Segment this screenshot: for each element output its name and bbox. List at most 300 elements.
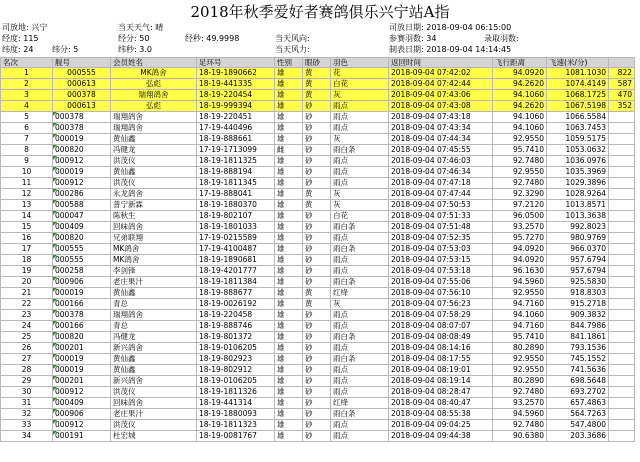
cell-member-id: 000912	[53, 178, 111, 189]
cell-speed: 1013.8571	[547, 200, 609, 211]
cell-sex: 雄	[275, 233, 303, 244]
cell-eye: 砂	[303, 222, 331, 233]
cell-member-id: 000912	[53, 156, 111, 167]
cell-return-time: 2018-09-04 07:53:15	[389, 255, 493, 266]
cell-sex: 雄	[275, 299, 303, 310]
cell-rank: 26	[1, 343, 53, 354]
cell-distance: 95.7270	[493, 233, 547, 244]
cell-member-name: 黄仙鑫	[111, 365, 197, 376]
cell-ring-number: 18-19-1811384	[197, 277, 275, 288]
cell-member-id: 000820	[53, 233, 111, 244]
cell-ring-number: 17-19-1713099	[197, 145, 275, 156]
cell-distance: 92.9550	[493, 288, 547, 299]
table-row[interactable]	[1, 343, 635, 354]
cell-sex: 雄	[275, 288, 303, 299]
cell-eye: 砂	[303, 123, 331, 134]
table-row[interactable]	[1, 409, 635, 420]
cell-rank: 10	[1, 167, 53, 178]
cell-distance: 95.7410	[493, 145, 547, 156]
cell-rank: 11	[1, 178, 53, 189]
cell-sex: 雄	[275, 365, 303, 376]
cell-member-name: MK鸽舍	[111, 68, 197, 79]
cell-feather-color: 雨点	[331, 310, 389, 321]
cell-return-time: 2018-09-04 07:51:48	[389, 222, 493, 233]
cell-prize	[609, 211, 635, 222]
cell-feather-color: 雨点	[331, 123, 389, 134]
table-row[interactable]	[1, 189, 635, 200]
table-row[interactable]	[1, 321, 635, 332]
cell-eye: 砂	[303, 167, 331, 178]
cell-distance: 92.7480	[493, 156, 547, 167]
cell-feather-color: 雨白条	[331, 409, 389, 420]
cell-distance: 92.9550	[493, 365, 547, 376]
table-row[interactable]	[1, 79, 635, 90]
table-row[interactable]	[1, 431, 635, 442]
cell-sex: 雄	[275, 277, 303, 288]
cell-feather-color: 灰	[331, 189, 389, 200]
cell-rank: 19	[1, 266, 53, 277]
cell-sex: 雄	[275, 376, 303, 387]
cell-distance: 94.5960	[493, 277, 547, 288]
cell-member-id: 000555	[53, 68, 111, 79]
cell-distance: 94.0920	[493, 68, 547, 79]
cell-distance: 90.6380	[493, 431, 547, 442]
release-location: 司放地: 兴宁	[2, 23, 48, 32]
cell-rank: 2	[1, 79, 53, 90]
cell-return-time: 2018-09-04 09:04:25	[389, 420, 493, 431]
cell-speed: 1068.1725	[547, 90, 609, 101]
cell-distance: 97.2120	[493, 200, 547, 211]
cell-rank: 34	[1, 431, 53, 442]
cell-return-time: 2018-09-04 08:08:49	[389, 332, 493, 343]
cell-rank: 13	[1, 200, 53, 211]
cell-speed: 547.4800	[547, 420, 609, 431]
cell-speed: 1063.7453	[547, 123, 609, 134]
cell-distance: 93.2570	[493, 222, 547, 233]
cell-eye: 砂	[303, 244, 331, 255]
cell-speed: 841.1861	[547, 332, 609, 343]
cell-member-name: 回味鸽舍	[111, 222, 197, 233]
table-row[interactable]	[1, 178, 635, 189]
table-row[interactable]	[1, 277, 635, 288]
cell-rank: 3	[1, 90, 53, 101]
cell-feather-color: 雨点	[331, 112, 389, 123]
cell-feather-color: 雨点	[331, 365, 389, 376]
cell-member-id: 000555	[53, 244, 111, 255]
cell-eye: 砂	[303, 211, 331, 222]
cell-speed: 980.9769	[547, 233, 609, 244]
header-feather-color: 羽色	[331, 58, 389, 68]
cell-prize	[609, 156, 635, 167]
cell-prize	[609, 233, 635, 244]
cell-eye: 砂	[303, 277, 331, 288]
cell-feather-color: 雨点	[331, 167, 389, 178]
cell-return-time: 2018-09-04 07:58:29	[389, 310, 493, 321]
race-info	[0, 22, 640, 55]
cell-member-id: 000378	[53, 310, 111, 321]
table-row[interactable]	[1, 233, 635, 244]
cell-sex: 雄	[275, 343, 303, 354]
cell-ring-number: 18-19-1811345	[197, 178, 275, 189]
cell-member-id: 000201	[53, 376, 111, 387]
cell-eye: 黄	[303, 200, 331, 211]
cell-feather-color: 雨点	[331, 233, 389, 244]
cell-ring-number: 18-19-1811326	[197, 387, 275, 398]
cell-member-name: 冯健龙	[111, 332, 197, 343]
cell-member-name: 回味鸽舍	[111, 398, 197, 409]
cell-return-time: 2018-09-04 07:53:03	[389, 244, 493, 255]
cell-return-time: 2018-09-04 07:55:06	[389, 277, 493, 288]
cell-member-id: 000906	[53, 409, 111, 420]
cell-ring-number: 17-19-4100487	[197, 244, 275, 255]
cell-sex: 雄	[275, 178, 303, 189]
cell-ring-number: 18-19-1811325	[197, 156, 275, 167]
cell-sex: 雄	[275, 68, 303, 79]
table-row[interactable]	[1, 266, 635, 277]
cell-eye: 砂	[303, 266, 331, 277]
table-row[interactable]	[1, 398, 635, 409]
cell-distance: 94.7160	[493, 321, 547, 332]
cell-eye: 黄	[303, 189, 331, 200]
cell-eye: 砂	[303, 156, 331, 167]
cell-member-id: 000906	[53, 277, 111, 288]
cell-member-id: 000191	[53, 431, 111, 442]
cell-return-time: 2018-09-04 07:43:34	[389, 123, 493, 134]
cell-rank: 1	[1, 68, 53, 79]
cell-member-name: 洪茂仪	[111, 420, 197, 431]
cell-prize	[609, 200, 635, 211]
cell-distance: 92.3290	[493, 189, 547, 200]
table-row[interactable]	[1, 200, 635, 211]
cell-member-id: 000019	[53, 134, 111, 145]
cell-member-id: 000588	[53, 200, 111, 211]
cell-member-id: 000166	[53, 321, 111, 332]
cell-feather-color: 雨点	[331, 178, 389, 189]
table-row[interactable]	[1, 156, 635, 167]
cell-member-name: 黄仙鑫	[111, 167, 197, 178]
cell-distance: 92.7480	[493, 178, 547, 189]
cell-speed: 957.6794	[547, 255, 609, 266]
cell-member-name: 洪茂仪	[111, 387, 197, 398]
cell-distance: 94.1060	[493, 123, 547, 134]
cell-ring-number: 18-19-441335	[197, 79, 275, 90]
cell-member-id: 000409	[53, 398, 111, 409]
cell-eye: 砂	[303, 255, 331, 266]
cell-return-time: 2018-09-04 08:19:01	[389, 365, 493, 376]
cell-prize	[609, 398, 635, 409]
cell-member-name: 弘彪	[111, 101, 197, 112]
cell-ring-number: 18-19-1890662	[197, 68, 275, 79]
cell-speed: 693.2702	[547, 387, 609, 398]
cell-return-time: 2018-09-04 07:46:34	[389, 167, 493, 178]
cell-eye: 砂	[303, 310, 331, 321]
header-rank: 名次	[1, 58, 53, 68]
cell-eye: 砂	[303, 233, 331, 244]
cell-ring-number: 18-19-802912	[197, 365, 275, 376]
table-row[interactable]	[1, 310, 635, 321]
cell-member-name: 新兴鸽舍	[111, 343, 197, 354]
cell-rank: 33	[1, 420, 53, 431]
wind-force: 当天风力:	[275, 45, 310, 54]
cell-eye: 黄	[303, 90, 331, 101]
cell-sex: 雄	[275, 387, 303, 398]
cell-member-name: 瑞翔鸽舍	[111, 310, 197, 321]
cell-eye: 黄	[303, 79, 331, 90]
cell-rank: 31	[1, 398, 53, 409]
cell-speed: 1067.5198	[547, 101, 609, 112]
table-row[interactable]	[1, 255, 635, 266]
cell-ring-number: 18-19-999394	[197, 101, 275, 112]
cell-return-time: 2018-09-04 07:42:44	[389, 79, 493, 90]
table-row[interactable]	[1, 68, 635, 79]
cell-prize	[609, 310, 635, 321]
cell-prize: 470	[609, 90, 635, 101]
cell-member-id: 000820	[53, 145, 111, 156]
cell-member-name: 青总	[111, 321, 197, 332]
table-row[interactable]	[1, 299, 635, 310]
cell-rank: 20	[1, 277, 53, 288]
cell-speed: 741.5636	[547, 365, 609, 376]
cell-member-name: 陈秋生	[111, 211, 197, 222]
table-row[interactable]	[1, 332, 635, 343]
cell-distance: 80.2890	[493, 376, 547, 387]
header-eye: 眼砂	[303, 58, 331, 68]
cell-rank: 8	[1, 145, 53, 156]
cell-member-name: 新兴鸽舍	[111, 376, 197, 387]
table-row[interactable]	[1, 354, 635, 365]
cell-distance: 94.1060	[493, 112, 547, 123]
cell-prize	[609, 266, 635, 277]
wind-direction: 当天风向:	[275, 34, 310, 43]
table-row[interactable]	[1, 288, 635, 299]
table-row[interactable]	[1, 145, 635, 156]
cell-sex: 雄	[275, 101, 303, 112]
cell-distance: 96.0500	[493, 211, 547, 222]
cell-eye: 砂	[303, 354, 331, 365]
cell-prize	[609, 387, 635, 398]
cell-member-id: 000912	[53, 420, 111, 431]
latitude-sec: 纬秒: 3.0	[118, 45, 152, 54]
cell-return-time: 2018-09-04 07:53:18	[389, 266, 493, 277]
table-row[interactable]	[1, 420, 635, 431]
cell-eye: 砂	[303, 145, 331, 156]
cell-ring-number: 18-19-220454	[197, 90, 275, 101]
cell-feather-color: 红绛	[331, 288, 389, 299]
cell-member-id: 000019	[53, 167, 111, 178]
cell-rank: 27	[1, 354, 53, 365]
cell-member-name: 老庄果汁	[111, 277, 197, 288]
cell-prize	[609, 332, 635, 343]
cell-speed: 698.5648	[547, 376, 609, 387]
cell-return-time: 2018-09-04 07:42:02	[389, 68, 493, 79]
cell-member-name: 老庄果汁	[111, 409, 197, 420]
cell-member-name: 黄仙鑫	[111, 288, 197, 299]
cell-member-id: 000409	[53, 222, 111, 233]
cell-feather-color: 雨点	[331, 321, 389, 332]
table-row[interactable]	[1, 167, 635, 178]
cell-feather-color: 雨点	[331, 343, 389, 354]
cell-distance: 92.7480	[493, 420, 547, 431]
cell-member-id: 000378	[53, 112, 111, 123]
cell-ring-number: 18-19-802107	[197, 211, 275, 222]
cell-speed: 1013.3638	[547, 211, 609, 222]
cell-return-time: 2018-09-04 08:55:38	[389, 409, 493, 420]
info-row-1	[0, 22, 640, 33]
table-row[interactable]	[1, 387, 635, 398]
cell-prize	[609, 189, 635, 200]
cell-sex: 雄	[275, 354, 303, 365]
cell-distance: 92.9550	[493, 354, 547, 365]
cell-member-name: 瑞翔鸽舍	[111, 123, 197, 134]
cell-rank: 23	[1, 310, 53, 321]
cell-sex: 雄	[275, 167, 303, 178]
cell-ring-number: 18-19-888677	[197, 288, 275, 299]
cell-distance: 96.1630	[493, 266, 547, 277]
cell-member-name: 洪茂仪	[111, 156, 197, 167]
cell-return-time: 2018-09-04 08:17:55	[389, 354, 493, 365]
cell-member-id: 000019	[53, 354, 111, 365]
cell-speed: 915.2718	[547, 299, 609, 310]
table-row[interactable]	[1, 101, 635, 112]
cell-ring-number: 18-19-1890681	[197, 255, 275, 266]
cell-ring-number: 18-19-1880093	[197, 409, 275, 420]
table-row[interactable]	[1, 112, 635, 123]
cell-prize	[609, 288, 635, 299]
cell-prize	[609, 376, 635, 387]
table-row[interactable]	[1, 376, 635, 387]
cell-speed: 918.8303	[547, 288, 609, 299]
cell-prize	[609, 244, 635, 255]
cell-ring-number: 18-19-220451	[197, 112, 275, 123]
cell-prize: 587	[609, 79, 635, 90]
cell-return-time: 2018-09-04 07:56:23	[389, 299, 493, 310]
cell-speed: 925.5830	[547, 277, 609, 288]
cell-prize	[609, 112, 635, 123]
cell-return-time: 2018-09-04 07:44:34	[389, 134, 493, 145]
cell-prize	[609, 321, 635, 332]
cell-member-id: 000019	[53, 365, 111, 376]
cell-return-time: 2018-09-04 08:07:07	[389, 321, 493, 332]
cell-prize	[609, 123, 635, 134]
cell-sex: 雄	[275, 409, 303, 420]
cell-speed: 1029.3896	[547, 178, 609, 189]
table-row[interactable]	[1, 90, 635, 101]
cell-distance: 92.9550	[493, 134, 547, 145]
cell-sex: 雄	[275, 90, 303, 101]
cell-sex: 雄	[275, 431, 303, 442]
cell-ring-number: 17-19-0215589	[197, 233, 275, 244]
cell-eye: 砂	[303, 321, 331, 332]
cell-eye: 砂	[303, 409, 331, 420]
cell-distance: 92.9550	[493, 167, 547, 178]
cell-prize	[609, 134, 635, 145]
cell-feather-color: 灰	[331, 299, 389, 310]
cell-rank: 4	[1, 101, 53, 112]
cell-distance: 94.7160	[493, 299, 547, 310]
cell-feather-color: 雨点	[331, 255, 389, 266]
cell-member-id: 000286	[53, 189, 111, 200]
header-member-name: 会员姓名	[111, 58, 197, 68]
info-row-2	[0, 33, 640, 44]
cell-sex: 雄	[275, 255, 303, 266]
cell-distance: 95.7410	[493, 332, 547, 343]
cell-return-time: 2018-09-04 07:50:53	[389, 200, 493, 211]
cell-ring-number: 18-19-0106205	[197, 376, 275, 387]
latitude-min: 纬分: 5	[52, 45, 79, 54]
table-row[interactable]	[1, 222, 635, 233]
cell-speed: 966.0370	[547, 244, 609, 255]
cell-speed: 992.8023	[547, 222, 609, 233]
cell-eye: 砂	[303, 365, 331, 376]
cell-speed: 564.7263	[547, 409, 609, 420]
cell-ring-number: 18-19-1880370	[197, 200, 275, 211]
cell-return-time: 2018-09-04 08:40:47	[389, 398, 493, 409]
header-sex: 性别	[275, 58, 303, 68]
cell-feather-color: 雨白条	[331, 145, 389, 156]
cell-rank: 17	[1, 244, 53, 255]
cell-sex: 雄	[275, 134, 303, 145]
cell-member-name: 杜宏城	[111, 431, 197, 442]
cell-prize: 352	[609, 101, 635, 112]
results-body	[1, 68, 635, 442]
cell-member-name: 普宁新霖	[111, 200, 197, 211]
cell-member-name: 黄仙鑫	[111, 354, 197, 365]
cell-ring-number: 18-19-0106205	[197, 343, 275, 354]
cell-member-id: 000258	[53, 266, 111, 277]
cell-member-id: 000166	[53, 299, 111, 310]
cell-rank: 9	[1, 156, 53, 167]
cell-eye: 砂	[303, 112, 331, 123]
table-row[interactable]	[1, 123, 635, 134]
header-ring-number: 足环号	[197, 58, 275, 68]
cell-member-id: 000019	[53, 288, 111, 299]
table-row[interactable]	[1, 211, 635, 222]
sheet-title: 2018年秋季爱好者赛鸽俱乐兴宁站A指	[190, 3, 450, 21]
cell-prize	[609, 299, 635, 310]
cell-sex: 雄	[275, 420, 303, 431]
table-row[interactable]	[1, 244, 635, 255]
cell-member-id: 000378	[53, 123, 111, 134]
header-return-time: 返回时间	[389, 58, 493, 68]
weather: 当天天气: 晴	[118, 23, 164, 32]
cell-feather-color: 雨点	[331, 420, 389, 431]
cell-speed: 657.4863	[547, 398, 609, 409]
cell-distance: 93.2570	[493, 398, 547, 409]
cell-rank: 21	[1, 288, 53, 299]
cell-feather-color: 灰	[331, 90, 389, 101]
cell-distance: 94.5960	[493, 409, 547, 420]
cell-return-time: 2018-09-04 08:28:47	[389, 387, 493, 398]
table-row[interactable]	[1, 134, 635, 145]
cell-rank: 14	[1, 211, 53, 222]
cell-distance: 94.1060	[493, 310, 547, 321]
cell-speed: 1081.1030	[547, 68, 609, 79]
cell-feather-color: 雨点	[331, 156, 389, 167]
cell-prize	[609, 409, 635, 420]
table-row[interactable]	[1, 365, 635, 376]
cell-speed: 909.3832	[547, 310, 609, 321]
cell-sex: 雄	[275, 200, 303, 211]
header-speed: 飞速(米/分)	[547, 58, 609, 68]
cell-prize	[609, 255, 635, 266]
cell-return-time: 2018-09-04 07:56:10	[389, 288, 493, 299]
cell-return-time: 2018-09-04 07:43:06	[389, 90, 493, 101]
cell-rank: 12	[1, 189, 53, 200]
cell-speed: 1053.0632	[547, 145, 609, 156]
cell-distance: 94.0920	[493, 244, 547, 255]
longitude-min: 经分: 50	[118, 34, 150, 43]
cell-feather-color: 雨白条	[331, 277, 389, 288]
